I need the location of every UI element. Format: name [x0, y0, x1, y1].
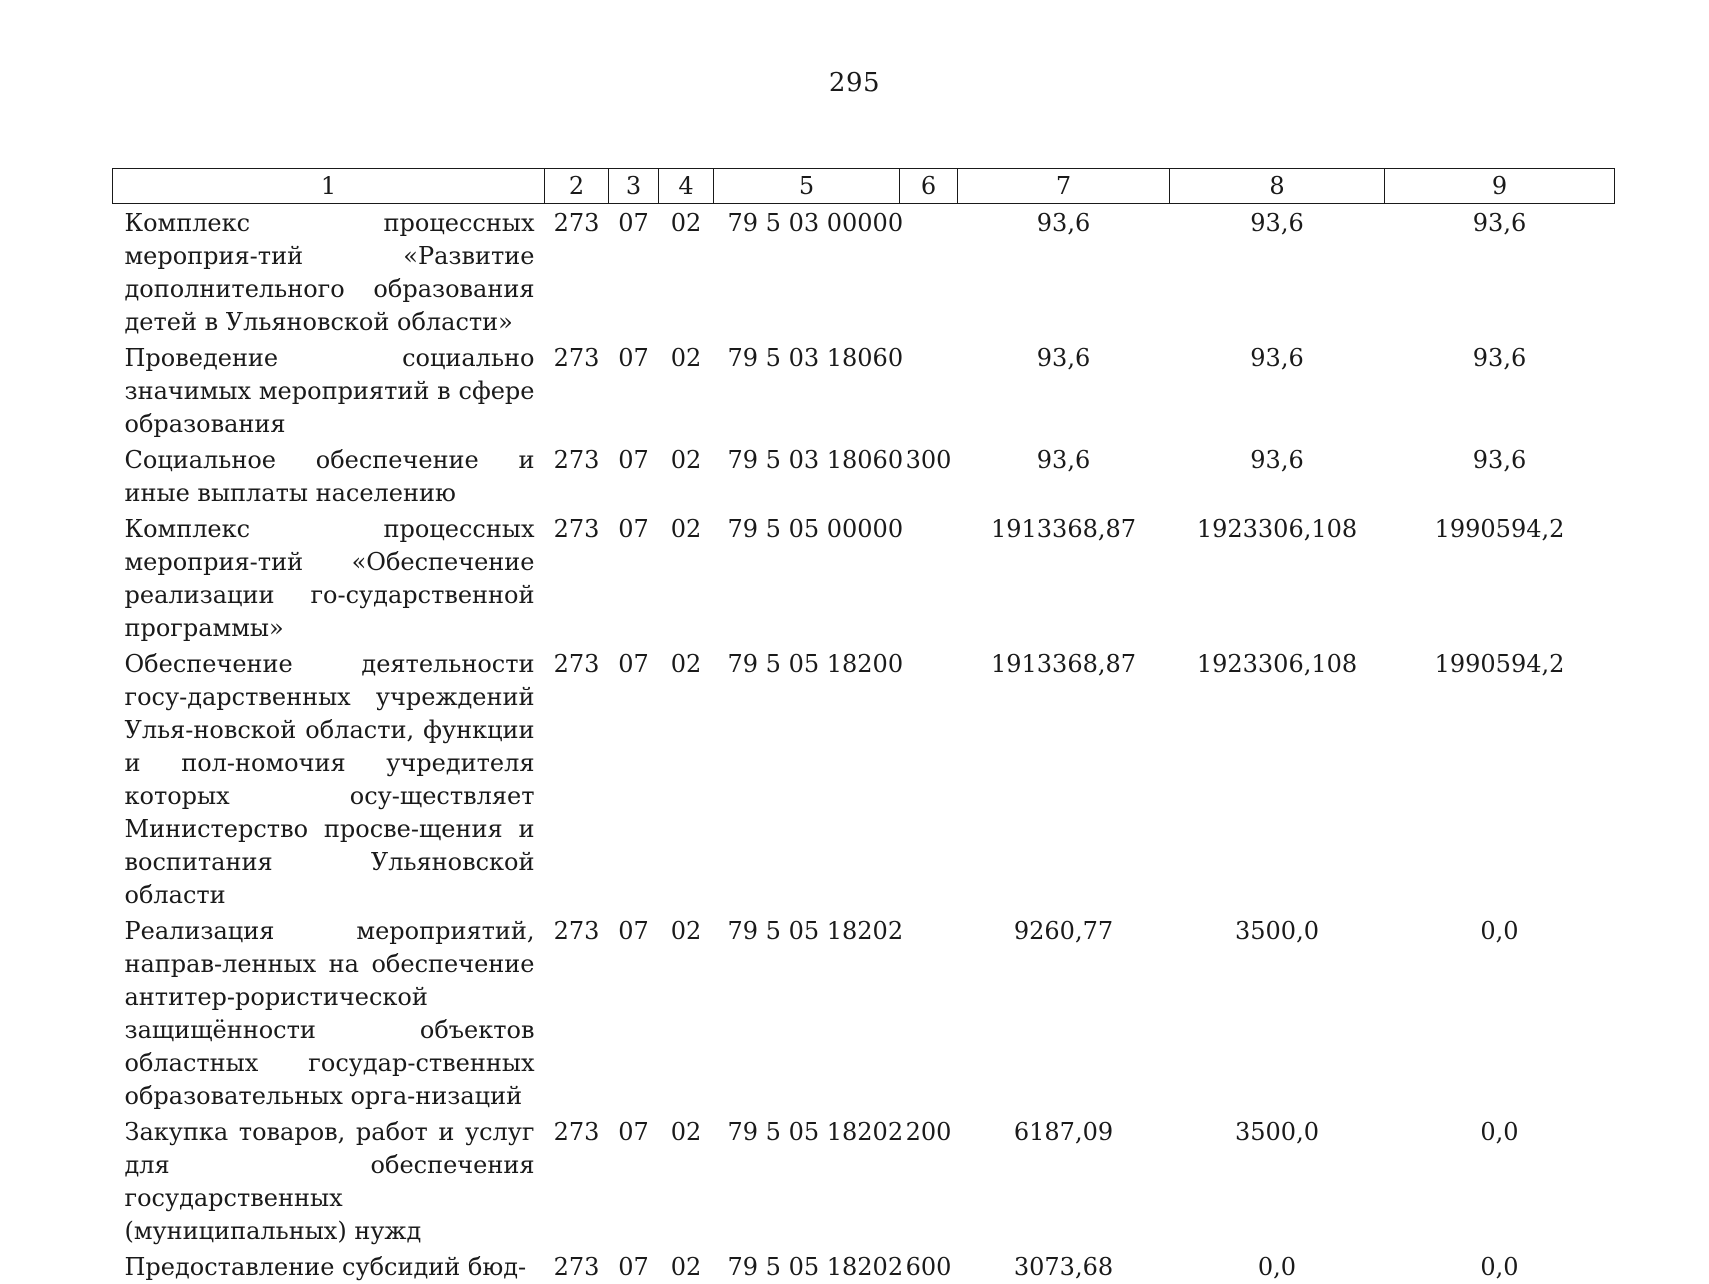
- cell-section: 07: [618, 209, 649, 237]
- cell-target-article: 79 5 05 00000: [727, 515, 904, 543]
- cell-amount-3: 0,0: [1480, 917, 1519, 945]
- cell-section: 07: [618, 344, 649, 372]
- cell-subsection: 02: [670, 515, 702, 543]
- cell-amount-2: 3500,0: [1235, 917, 1319, 945]
- table-header-row: [113, 169, 1615, 204]
- page-number: 295: [828, 68, 881, 98]
- cell-amount-1: 93,6: [1036, 209, 1091, 237]
- cell-target-article: 79 5 05 18202: [727, 1253, 904, 1281]
- cell-subsection: 02: [670, 1118, 702, 1146]
- cell-amount-2: 93,6: [1250, 344, 1304, 372]
- cell-ministry: 273: [553, 1253, 600, 1281]
- cell-section: 07: [618, 515, 649, 543]
- cell-ministry: 273: [553, 446, 600, 474]
- cell-amount-3: 1990594,2: [1434, 650, 1565, 678]
- table-row: [113, 1113, 1615, 1248]
- column-header: 8: [1170, 169, 1385, 204]
- cell-section: 07: [618, 917, 649, 945]
- cell-subsection: 02: [670, 1253, 702, 1281]
- cell-expense-type: [900, 645, 958, 912]
- table-row: [113, 645, 1615, 912]
- cell-amount-2: 1923306,108: [1196, 650, 1358, 678]
- cell-amount-1: 6187,09: [1013, 1118, 1114, 1146]
- cell-section: 07: [618, 446, 649, 474]
- cell-amount-1: 1913368,87: [990, 515, 1137, 543]
- cell-target-article: 79 5 03 18060: [727, 446, 904, 474]
- cell-subsection: 02: [670, 917, 702, 945]
- cell-amount-3: 93,6: [1472, 446, 1527, 474]
- row-name: Закупка товаров, работ и услуг для обеспечения государственных (муниципальных) нужд: [124, 1118, 535, 1245]
- cell-amount-2: 93,6: [1250, 446, 1304, 474]
- cell-subsection: 02: [670, 446, 702, 474]
- column-header: 3: [609, 169, 659, 204]
- cell-amount-2: 1923306,108: [1196, 515, 1358, 543]
- table-row: [113, 1248, 1615, 1284]
- cell-amount-1: 93,6: [1036, 344, 1091, 372]
- table-row: [113, 912, 1615, 1113]
- cell-ministry: 273: [553, 515, 600, 543]
- column-header: 7: [958, 169, 1170, 204]
- cell-target-article: 79 5 03 18060: [727, 344, 904, 372]
- table-row: [113, 441, 1615, 510]
- column-header: 4: [659, 169, 714, 204]
- cell-expense-type: 200: [905, 1118, 952, 1146]
- cell-ministry: 273: [553, 344, 600, 372]
- cell-amount-3: 93,6: [1472, 344, 1527, 372]
- cell-expense-type: 300: [905, 446, 952, 474]
- row-name: Социальное обеспечение и иные выплаты населению: [124, 446, 535, 507]
- column-header: 6: [900, 169, 958, 204]
- cell-amount-1: 1913368,87: [990, 650, 1137, 678]
- cell-section: 07: [618, 650, 649, 678]
- cell-amount-1: 93,6: [1036, 446, 1091, 474]
- cell-expense-type: 600: [905, 1253, 952, 1281]
- row-name: Комплекс процессных мероприя-тий «Развитие дополнительного образования детей в Ульяновской области»: [124, 209, 535, 336]
- cell-amount-3: 0,0: [1480, 1118, 1519, 1146]
- cell-amount-1: 3073,68: [1013, 1253, 1114, 1281]
- cell-ministry: 273: [553, 209, 600, 237]
- cell-target-article: 79 5 05 18202: [727, 1118, 904, 1146]
- cell-expense-type: [900, 912, 958, 1113]
- cell-ministry: 273: [553, 1118, 600, 1146]
- cell-section: 07: [618, 1118, 649, 1146]
- table-row: [113, 204, 1615, 340]
- cell-expense-type: [900, 339, 958, 441]
- row-name: Проведение социально значимых мероприятий в сфере образования: [124, 344, 535, 438]
- cell-expense-type: [900, 510, 958, 645]
- table-row: [113, 510, 1615, 645]
- row-name: Комплекс процессных мероприя-тий «Обеспечение реализации го-сударственной программы»: [124, 515, 535, 642]
- cell-target-article: 79 5 03 00000: [727, 209, 904, 237]
- cell-target-article: 79 5 05 18200: [727, 650, 904, 678]
- column-header: 5: [714, 169, 900, 204]
- cell-amount-2: 93,6: [1250, 209, 1304, 237]
- cell-subsection: 02: [670, 209, 702, 237]
- column-header: 9: [1385, 169, 1615, 204]
- cell-target-article: 79 5 05 18202: [727, 917, 904, 945]
- row-name: Предоставление субсидий бюд-: [124, 1253, 527, 1281]
- cell-amount-2: 3500,0: [1235, 1118, 1319, 1146]
- cell-subsection: 02: [670, 344, 702, 372]
- cell-expense-type: [900, 204, 958, 340]
- row-name: Реализация мероприятий, направ-ленных на обеспечение антитер-рористической защищённости объектов областных государ-ственных образовательных орга-низаций: [124, 917, 535, 1110]
- table-row: [113, 339, 1615, 441]
- cell-ministry: 273: [553, 650, 600, 678]
- cell-ministry: 273: [553, 917, 600, 945]
- row-name: Обеспечение деятельности госу-дарственных учреждений Улья-новской области, функции и пол-номочия учредителя которых осу-ществляет Министерство просве-щения и воспитания Ульяновской области: [124, 650, 535, 909]
- cell-amount-3: 0,0: [1480, 1253, 1519, 1281]
- cell-amount-1: 9260,77: [1013, 917, 1114, 945]
- column-header: 2: [545, 169, 609, 204]
- cell-amount-2: 0,0: [1257, 1253, 1297, 1281]
- cell-amount-3: 93,6: [1472, 209, 1527, 237]
- cell-amount-3: 1990594,2: [1434, 515, 1565, 543]
- budget-table: [112, 168, 1615, 1284]
- column-header: 1: [113, 169, 545, 204]
- cell-subsection: 02: [670, 650, 702, 678]
- cell-section: 07: [618, 1253, 649, 1281]
